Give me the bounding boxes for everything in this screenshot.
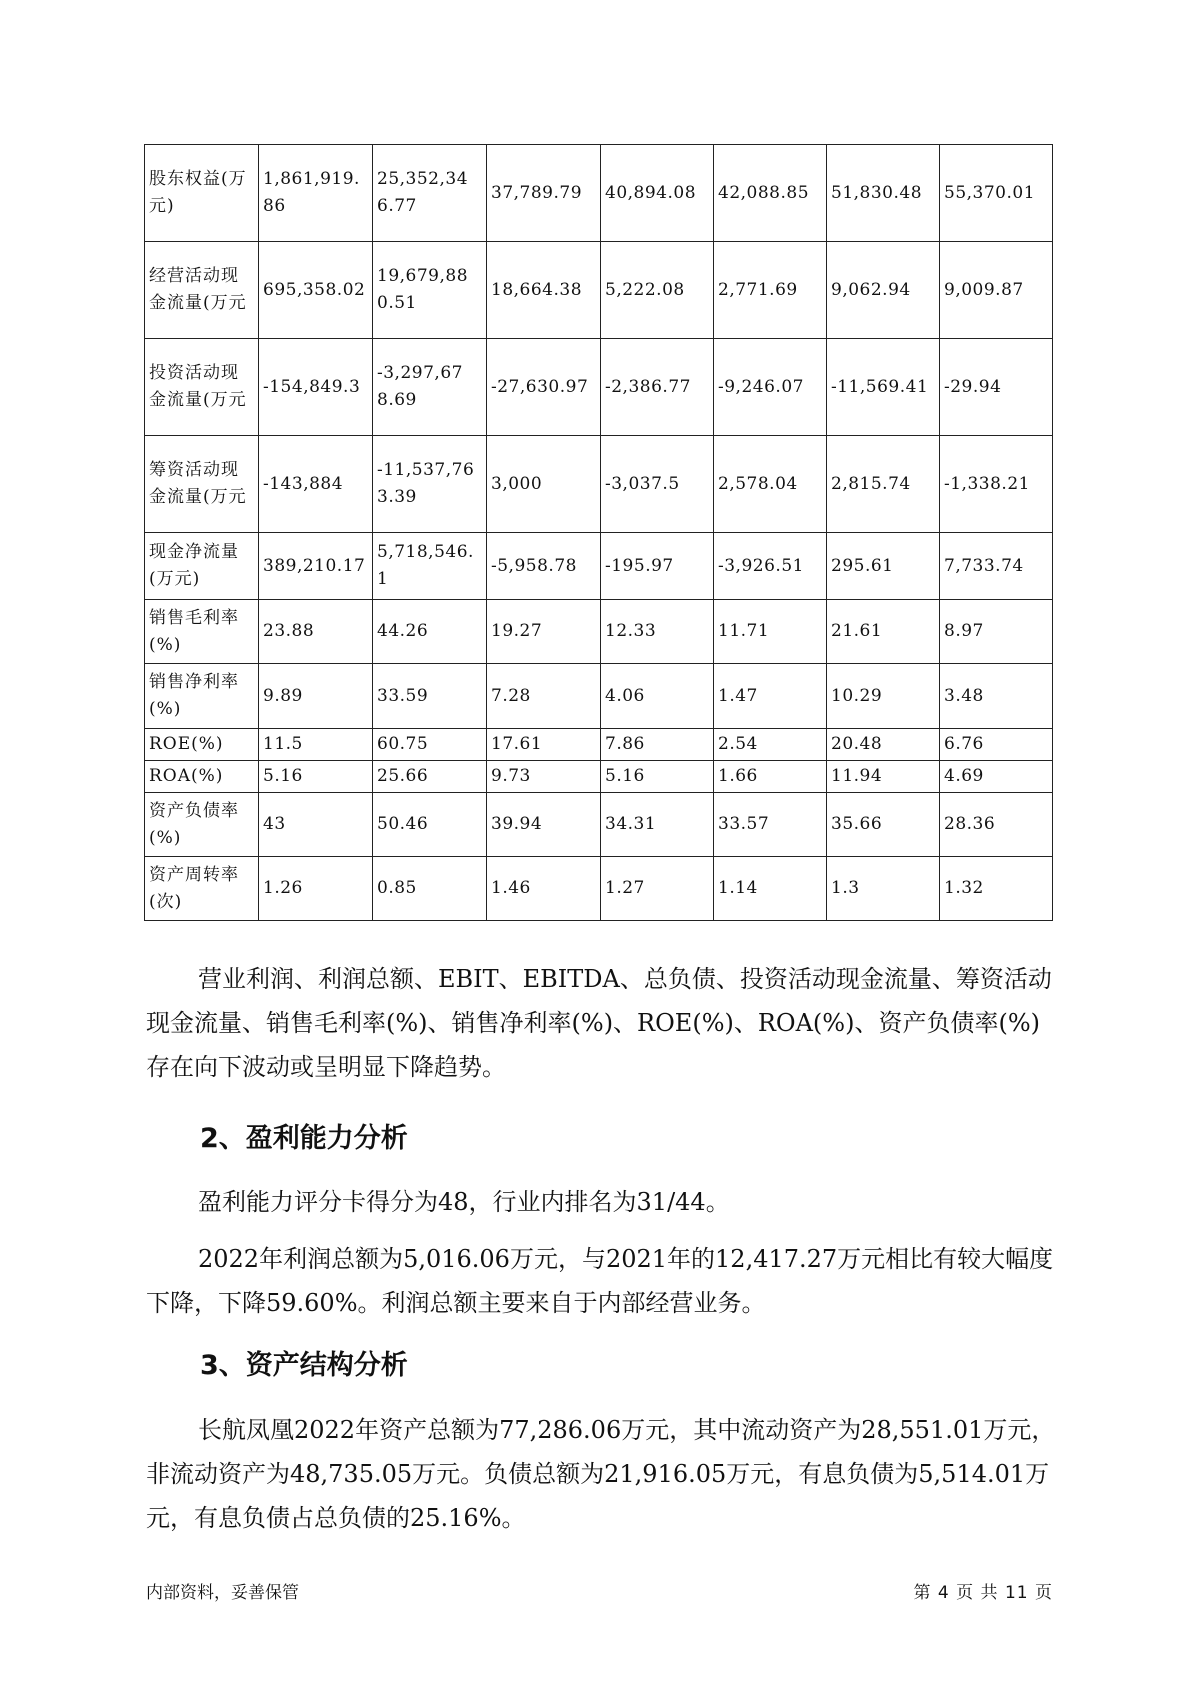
table-cell: -29.94 <box>940 339 1053 436</box>
table-cell: -11,537,763.39 <box>373 436 487 533</box>
table-cell: 18,664.38 <box>487 242 601 339</box>
table-cell: -1,338.21 <box>940 436 1053 533</box>
table-cell: 7,733.74 <box>940 533 1053 600</box>
table-cell: -27,630.97 <box>487 339 601 436</box>
row-label: 筹资活动现金流量(万元 <box>145 436 259 533</box>
table-cell: 50.46 <box>373 793 487 857</box>
table-row <box>145 761 1053 793</box>
table-cell: -154,849.3 <box>259 339 373 436</box>
table-cell: 695,358.02 <box>259 242 373 339</box>
table-cell: 11.94 <box>827 761 940 793</box>
table-cell: 5,222.08 <box>601 242 714 339</box>
table-row <box>145 339 1053 436</box>
table-row <box>145 145 1053 242</box>
table-cell: 33.59 <box>373 664 487 729</box>
table-cell: 1.66 <box>714 761 827 793</box>
table-row <box>145 600 1053 664</box>
asset-structure-paragraph <box>146 1408 1056 1540</box>
table-cell: 3.48 <box>940 664 1053 729</box>
footer-confidential-note: 内部资料，妥善保管 <box>146 1583 299 1603</box>
table-cell: 8.97 <box>940 600 1053 664</box>
row-label: ROA(%) <box>145 761 259 793</box>
financial-table <box>144 144 1053 921</box>
table-cell: 34.31 <box>601 793 714 857</box>
table-row <box>145 242 1053 339</box>
table-cell: -3,926.51 <box>714 533 827 600</box>
table-cell: 60.75 <box>373 729 487 761</box>
table-cell: 2,815.74 <box>827 436 940 533</box>
table-cell: 1.3 <box>827 857 940 921</box>
table-cell: 12.33 <box>601 600 714 664</box>
table-cell: 2.54 <box>714 729 827 761</box>
table-cell: 9,062.94 <box>827 242 940 339</box>
table-row <box>145 729 1053 761</box>
row-label: 股东权益(万元) <box>145 145 259 242</box>
table-row <box>145 533 1053 600</box>
row-label: ROE(%) <box>145 729 259 761</box>
table-cell: 5,718,546.1 <box>373 533 487 600</box>
row-label: 经营活动现金流量(万元 <box>145 242 259 339</box>
table-cell: 1.47 <box>714 664 827 729</box>
summary-paragraph <box>146 957 1056 1089</box>
asset-structure-text: 长航凤凰2022年资产总额为77,286.06万元，其中流动资产为28,551.01万元，非流动资产为48,735.05万元。负债总额为21,916.05万元，有息负债为5,514.01万元，有息负债占总负债的25.16%。 <box>146 1416 1056 1532</box>
profitability-score-text: 盈利能力评分卡得分为48，行业内排名为31/44。 <box>198 1188 730 1216</box>
table-cell: 1.14 <box>714 857 827 921</box>
table-cell: 43 <box>259 793 373 857</box>
table-cell: 37,789.79 <box>487 145 601 242</box>
table-cell: 19.27 <box>487 600 601 664</box>
table-cell: 44.26 <box>373 600 487 664</box>
table-cell: -3,037.5 <box>601 436 714 533</box>
table-cell: -2,386.77 <box>601 339 714 436</box>
table-cell: -11,569.41 <box>827 339 940 436</box>
profitability-score-paragraph <box>146 1180 1056 1224</box>
section-heading-asset-structure: 3、资产结构分析 <box>200 1350 408 1381</box>
table-cell: 4.69 <box>940 761 1053 793</box>
table-cell: 17.61 <box>487 729 601 761</box>
table-cell: -3,297,678.69 <box>373 339 487 436</box>
table-cell: 2,771.69 <box>714 242 827 339</box>
row-label: 现金净流量(万元) <box>145 533 259 600</box>
table-cell: 1.27 <box>601 857 714 921</box>
row-label: 投资活动现金流量(万元 <box>145 339 259 436</box>
section-heading-profitability: 2、盈利能力分析 <box>200 1123 408 1154</box>
table-cell: 42,088.85 <box>714 145 827 242</box>
table-cell: 3,000 <box>487 436 601 533</box>
table-cell: 23.88 <box>259 600 373 664</box>
table-cell: 4.06 <box>601 664 714 729</box>
table-cell: 10.29 <box>827 664 940 729</box>
table-cell: 51,830.48 <box>827 145 940 242</box>
table-row <box>145 793 1053 857</box>
table-cell: 21.61 <box>827 600 940 664</box>
table-cell: 6.76 <box>940 729 1053 761</box>
table-cell: 389,210.17 <box>259 533 373 600</box>
table-cell: 28.36 <box>940 793 1053 857</box>
footer-page-number: 第 4 页 共 11 页 <box>913 1583 1053 1603</box>
table-cell: 5.16 <box>259 761 373 793</box>
table-cell: -9,246.07 <box>714 339 827 436</box>
table-row <box>145 857 1053 921</box>
table-cell: 40,894.08 <box>601 145 714 242</box>
row-label: 销售毛利率(%) <box>145 600 259 664</box>
table-cell: 7.86 <box>601 729 714 761</box>
table-cell: -195.97 <box>601 533 714 600</box>
table-cell: 1,861,919.86 <box>259 145 373 242</box>
table-cell: 11.71 <box>714 600 827 664</box>
profit-total-text: 2022年利润总额为5,016.06万元，与2021年的12,417.27万元相比有较大幅度下降，下降59.60%。利润总额主要来自于内部经营业务。 <box>146 1245 1054 1317</box>
table-cell: 7.28 <box>487 664 601 729</box>
table-cell: 19,679,880.51 <box>373 242 487 339</box>
table-cell: 39.94 <box>487 793 601 857</box>
table-cell: 0.85 <box>373 857 487 921</box>
table-row <box>145 436 1053 533</box>
table-cell: 9.89 <box>259 664 373 729</box>
table-cell: 25.66 <box>373 761 487 793</box>
row-label: 资产周转率(次) <box>145 857 259 921</box>
table-cell: 9,009.87 <box>940 242 1053 339</box>
table-cell: -143,884 <box>259 436 373 533</box>
table-cell: 35.66 <box>827 793 940 857</box>
table-row <box>145 664 1053 729</box>
table-cell: 1.26 <box>259 857 373 921</box>
table-cell: 25,352,346.77 <box>373 145 487 242</box>
table-cell: 2,578.04 <box>714 436 827 533</box>
table-cell: -5,958.78 <box>487 533 601 600</box>
table-cell: 5.16 <box>601 761 714 793</box>
table-cell: 11.5 <box>259 729 373 761</box>
table-cell: 33.57 <box>714 793 827 857</box>
table-cell: 55,370.01 <box>940 145 1053 242</box>
row-label: 资产负债率(%) <box>145 793 259 857</box>
table-cell: 1.32 <box>940 857 1053 921</box>
table-cell: 20.48 <box>827 729 940 761</box>
table-cell: 9.73 <box>487 761 601 793</box>
table-cell: 295.61 <box>827 533 940 600</box>
row-label: 销售净利率(%) <box>145 664 259 729</box>
summary-text: 营业利润、利润总额、EBIT、EBITDA、总负债、投资活动现金流量、筹资活动现金流量、销售毛利率(%)、销售净利率(%)、ROE(%)、ROA(%)、资产负债率(%)存在向下波动或呈明显下降趋势。 <box>146 965 1052 1081</box>
table-cell: 1.46 <box>487 857 601 921</box>
profit-total-paragraph <box>146 1237 1056 1325</box>
